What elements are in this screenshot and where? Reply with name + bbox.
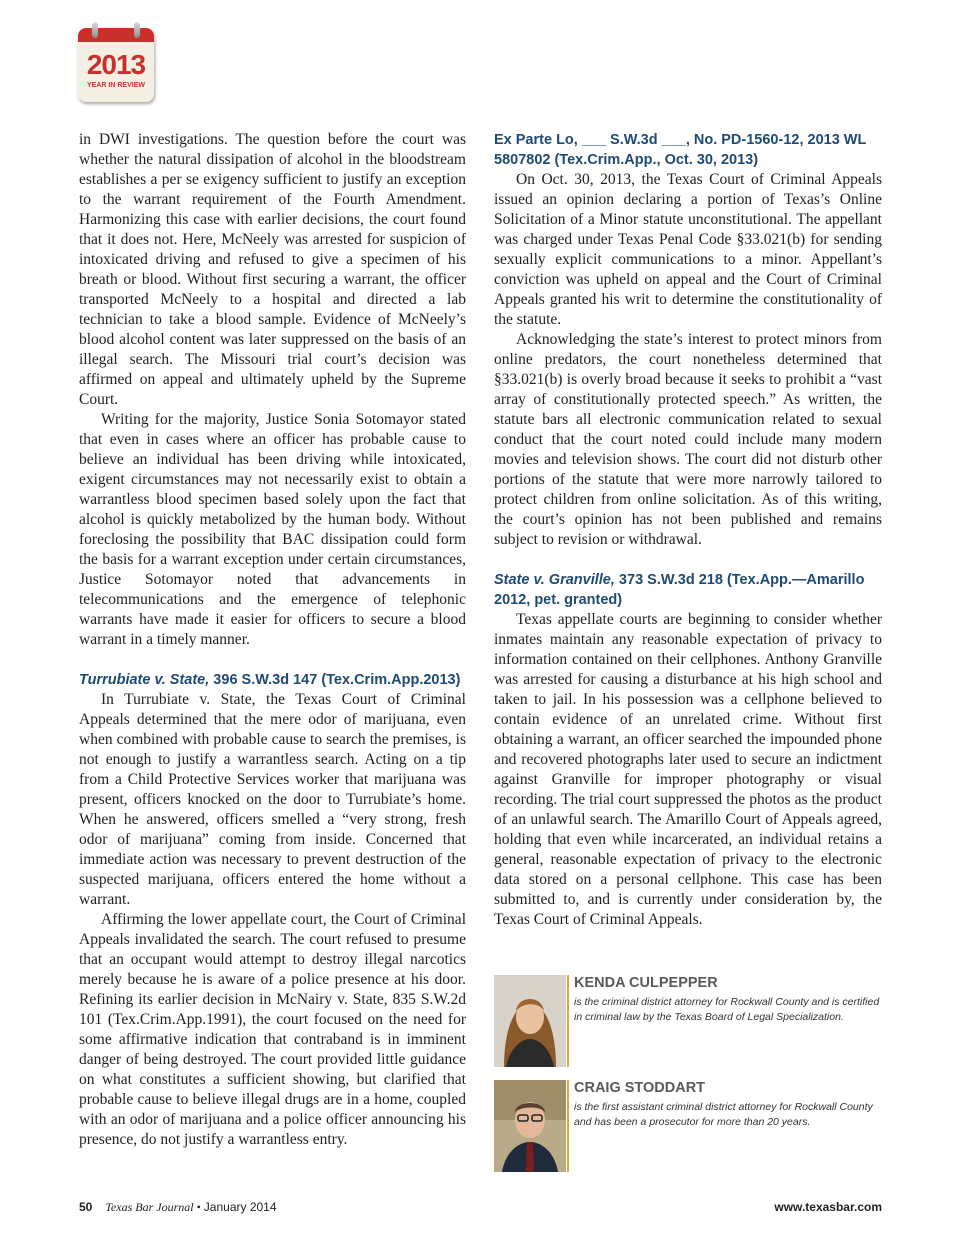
case-name: Turrubiate v. State, (79, 672, 210, 688)
author-bio-block (494, 975, 882, 1069)
calendar-ring-icon (134, 22, 140, 38)
calendar-icon (78, 28, 154, 102)
paragraph: Affirming the lower appellate court, the Court of Criminal Appeals invalidated the search. The court refused to presume that an occupant would attempt to destroy illegal narcotics merely because he is aware of a police presence at his door. Refining its earlier decision in McNairy v. State, 835 S.W.2d 101 (Tex.Crim.App.1991), the court focused on the need for some affirmative indication that contraband is in imminent danger of being destroyed. The court provided little guidance on what constitutes a sufficient showing, but clarified that probable cause to believe illegal drugs are in a home, coupled with an odor of marijuana and a police officer announcing his presence, do not justify a warrantless entry. (79, 911, 466, 1148)
bio-divider (567, 1080, 569, 1172)
paragraph: In Turrubiate v. State, the Texas Court of Criminal Appeals determined that the mere odor of marijuana, even when combined with probable cause to search the premises, is not enough to justify a warrantless search. Acting on a tip from a Child Protective Services worker that marijuana was present, officers knocked on the door to Turrubiate’s home. When he answered, officers smelled a “very strong, fresh odor of marijuana” coming from inside. Concerned that immediate action was necessary to prevent destruction of the suspected marijuana, officers entered the home without a warrant. (79, 691, 466, 908)
page-footer (79, 1200, 882, 1220)
paragraph: Texas appellate courts are beginning to consider whether inmates maintain any reasonable expectation of privacy to information contained on their cellphones. Anthony Granville was arrested for causing a disturbance at his high school and taken to jail. In his possession was a cellphone believed to contain evidence of an unrelated crime. Without first obtaining a warrant, an officer searched the impounded phone and recovered photographs later used to secure an indictment against Granville for improper photography or visual recording. The trial court suppressed the photos as the product of an unlawful search. The Amarillo Court of Appeals agreed, holding that even while incarcerated, an individual retains a general, reasonable expectation of privacy to the electronic data stored on a personal cellphone. This case has been submitted to, and is currently under consideration by, the Texas Court of Criminal Appeals. (494, 611, 882, 928)
author-name: CRAIG STODDART (574, 1080, 706, 1096)
case-citation: 396 S.W.3d 147 (Tex.Crim.App.2013) (209, 672, 461, 688)
paragraph: On Oct. 30, 2013, the Texas Court of Criminal Appeals issued an opinion declaring a portion of Texas’s Online Solicitation of a Minor statute unconstitutional. The appellant was charged under Texas Penal Code §33.021(b) for sending sexually explicit communications to a minor. Appellant’s conviction was upheld on appeal and the Court of Criminal Appeals granted his writ to determine the constitutionality of the statute. (494, 171, 882, 328)
calendar-header (78, 28, 154, 42)
case-citation: 373 S.W.3d 218 (Tex.App.—Amarillo 2012, pet. granted) (494, 572, 865, 608)
case-heading (494, 570, 882, 610)
author-bio: is the criminal district attorney for Rockwall County and is certified in criminal law by the Texas Board of Legal Specialization. (574, 996, 880, 1023)
author-bio: is the first assistant criminal district attorney for Rockwall County and has been a prosecutor for more than 20 years. (574, 1101, 873, 1128)
issue-date: January 2014 (203, 1200, 277, 1214)
journal-name: Texas Bar Journal (105, 1200, 194, 1214)
badge-subtitle: YEAR IN REVIEW (87, 82, 145, 89)
paragraph: Writing for the majority, Justice Sonia Sotomayor stated that even in cases where an officer has probable cause to believe an individual has been driving while intoxicated, exigent circumstances may not necessarily exist to obtain a warrantless blood specimen based solely upon the fact that alcohol is quickly metabolized by the human body. Without foreclosing the possibility that BAC dissipation could form the basis for a warrant exception under certain circumstances, Justice Sotomayor noted that advancements in telecommunications and the emergence of telephonic warrants have made it easier for officers to secure a blood warrant in a timely manner. (79, 411, 466, 648)
case-heading (494, 130, 882, 170)
author-photo (494, 1080, 566, 1172)
footer-separator: • (196, 1200, 201, 1214)
year-in-review-badge (78, 22, 154, 102)
author-photo (494, 975, 566, 1067)
calendar-ring-icon (92, 22, 98, 38)
right-column (494, 130, 882, 930)
author-bio-block (494, 1080, 882, 1174)
left-column (79, 130, 466, 1150)
badge-year: 2013 (86, 49, 146, 80)
paragraph: Acknowledging the state’s interest to protect minors from online predators, the court nonetheless determined that §33.021(b) is overly broad because it seeks to prohibit a “vast array of constitutionally protected speech.” As written, the statute bars all electronic communication related to sexual conduct that the court noted could include many modern movies and television shows. The court did not disturb other portions of the statute that were more narrowly tailored to protect children from online solicitation. As of this writing, the court’s opinion has not been published and remains subject to revision or withdrawal. (494, 331, 882, 548)
author-name: KENDA CULPEPPER (574, 975, 718, 991)
website-link[interactable]: www.texasbar.com (774, 1200, 882, 1214)
case-name: State v. Granville, (494, 572, 615, 588)
paragraph: in DWI investigations. The question before the court was whether the natural dissipation of alcohol in the bloodstream establishes a per se exigency sufficient to justify an exception to the warrant requirement of the Fourth Amendment. Harmonizing this case with earlier decisions, the court found that it does not. Here, McNeely was arrested for suspicion of intoxicated driving and refused to give a specimen of his breath or blood. Without first securing a warrant, the officer transported McNeely to a hospital and directed a lab technician to take a blood sample. Evidence of McNeely’s blood alcohol content was later suppressed on the basis of an illegal search. The Missouri trial court’s decision was affirmed on appeal and ultimately upheld by the Supreme Court. (79, 131, 466, 408)
bio-divider (567, 975, 569, 1067)
case-name: Ex Parte Lo, (494, 132, 578, 148)
page-number: 50 (79, 1200, 93, 1214)
case-citation: ___ S.W.3d ___, No. PD-1560-12, 2013 WL 5807802 (Tex.Crim.App., Oct. 30, 2013) (494, 132, 867, 168)
case-heading (79, 670, 466, 690)
